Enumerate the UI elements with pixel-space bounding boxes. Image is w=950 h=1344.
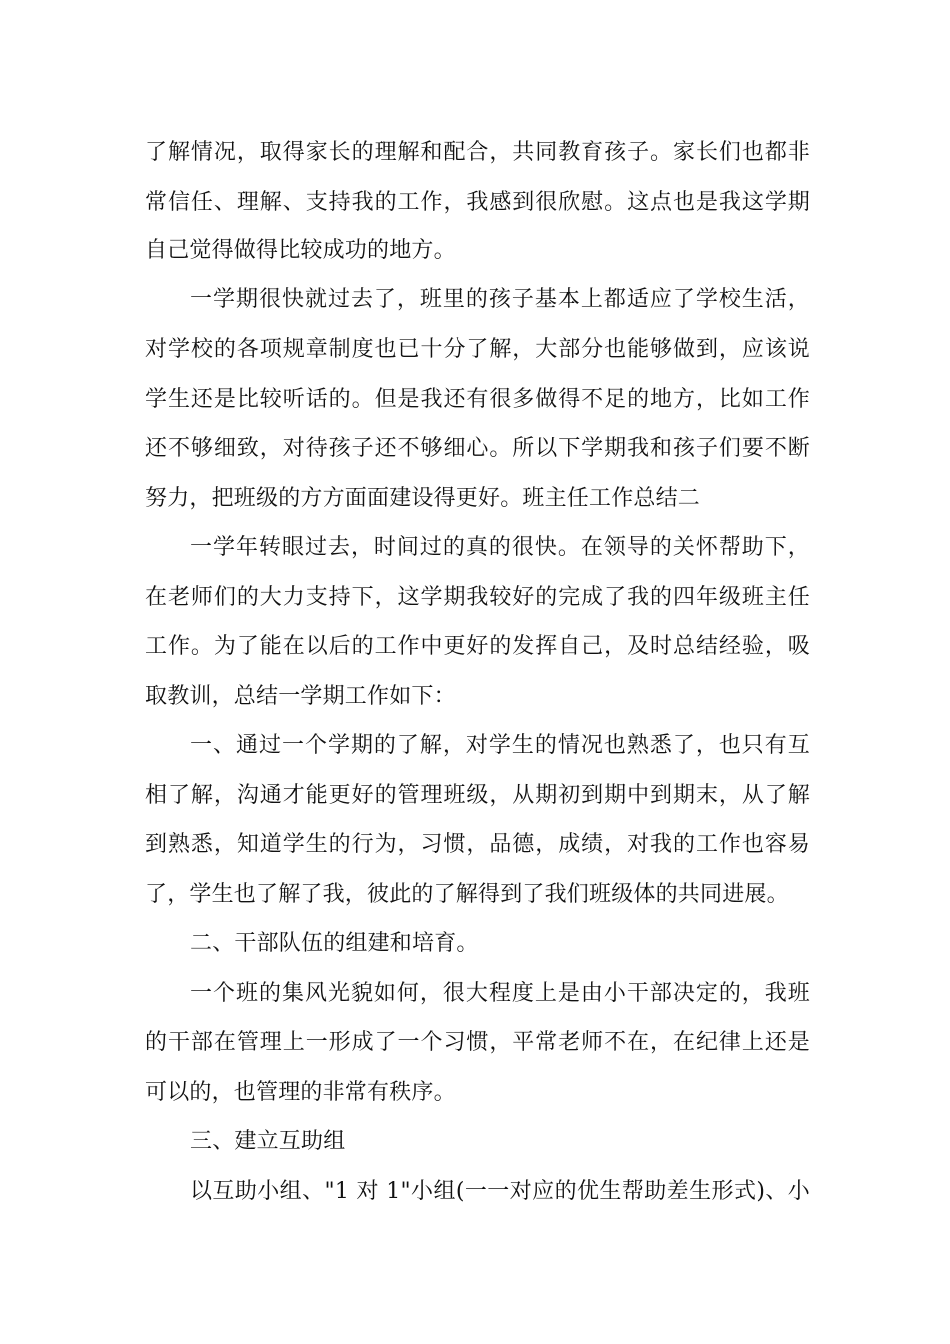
section-heading: 三、建立互助组 — [190, 1129, 346, 1154]
paragraph-first-line: 以互助小组、"1 对 1"小组(一一对应的优生帮助差生形式)、小 — [190, 1179, 810, 1204]
text-line: 相了解，沟通才能更好的管理班级，从期初到期中到期末，从了解 — [145, 783, 810, 808]
paragraph-first-line: 一个班的集风光貌如何，很大程度上是由小干部决定的，我班 — [190, 981, 810, 1006]
paragraph-first-line: 一学期很快就过去了，班里的孩子基本上都适应了学校生活， — [190, 287, 810, 312]
text-line: 常信任、理解、支持我的工作，我感到很欣慰。这点也是我这学期 — [145, 190, 810, 215]
text-line: 到熟悉，知道学生的行为，习惯，品德，成绩，对我的工作也容易 — [145, 832, 810, 857]
text-line: 了解情况，取得家长的理解和配合，共同教育孩子。家长们也都非 — [145, 140, 810, 165]
text-line: 可以的，也管理的非常有秩序。 — [145, 1080, 456, 1105]
text-line: 学生还是比较听话的。但是我还有很多做得不足的地方，比如工作 — [145, 387, 810, 412]
text-line: 自己觉得做得比较成功的地方。 — [145, 238, 456, 263]
text-line: 努力，把班级的方方面面建设得更好。班主任工作总结二 — [145, 486, 701, 511]
text-line: 对学校的各项规章制度也已十分了解，大部分也能够做到，应该说 — [145, 337, 810, 362]
paragraph-first-line: 一学年转眼过去，时间过的真的很快。在领导的关怀帮助下， — [190, 535, 810, 560]
text-line: 的干部在管理上一形成了一个习惯，平常老师不在，在纪律上还是 — [145, 1030, 810, 1055]
text-line: 还不够细致，对待孩子还不够细心。所以下学期我和孩子们要不断 — [145, 436, 810, 461]
text-line: 了，学生也了解了我，彼此的了解得到了我们班级体的共同进展。 — [145, 882, 789, 907]
text-line: 工作。为了能在以后的工作中更好的发挥自己，及时总结经验，吸 — [145, 634, 810, 659]
text-line: 取教训，总结一学期工作如下： — [145, 684, 456, 709]
paragraph-first-line: 一、通过一个学期的了解，对学生的情况也熟悉了，也只有互 — [190, 733, 810, 758]
text-line: 在老师们的大力支持下，这学期我较好的完成了我的四年级班主任 — [145, 585, 810, 610]
section-heading: 二、干部队伍的组建和培育。 — [190, 931, 479, 956]
